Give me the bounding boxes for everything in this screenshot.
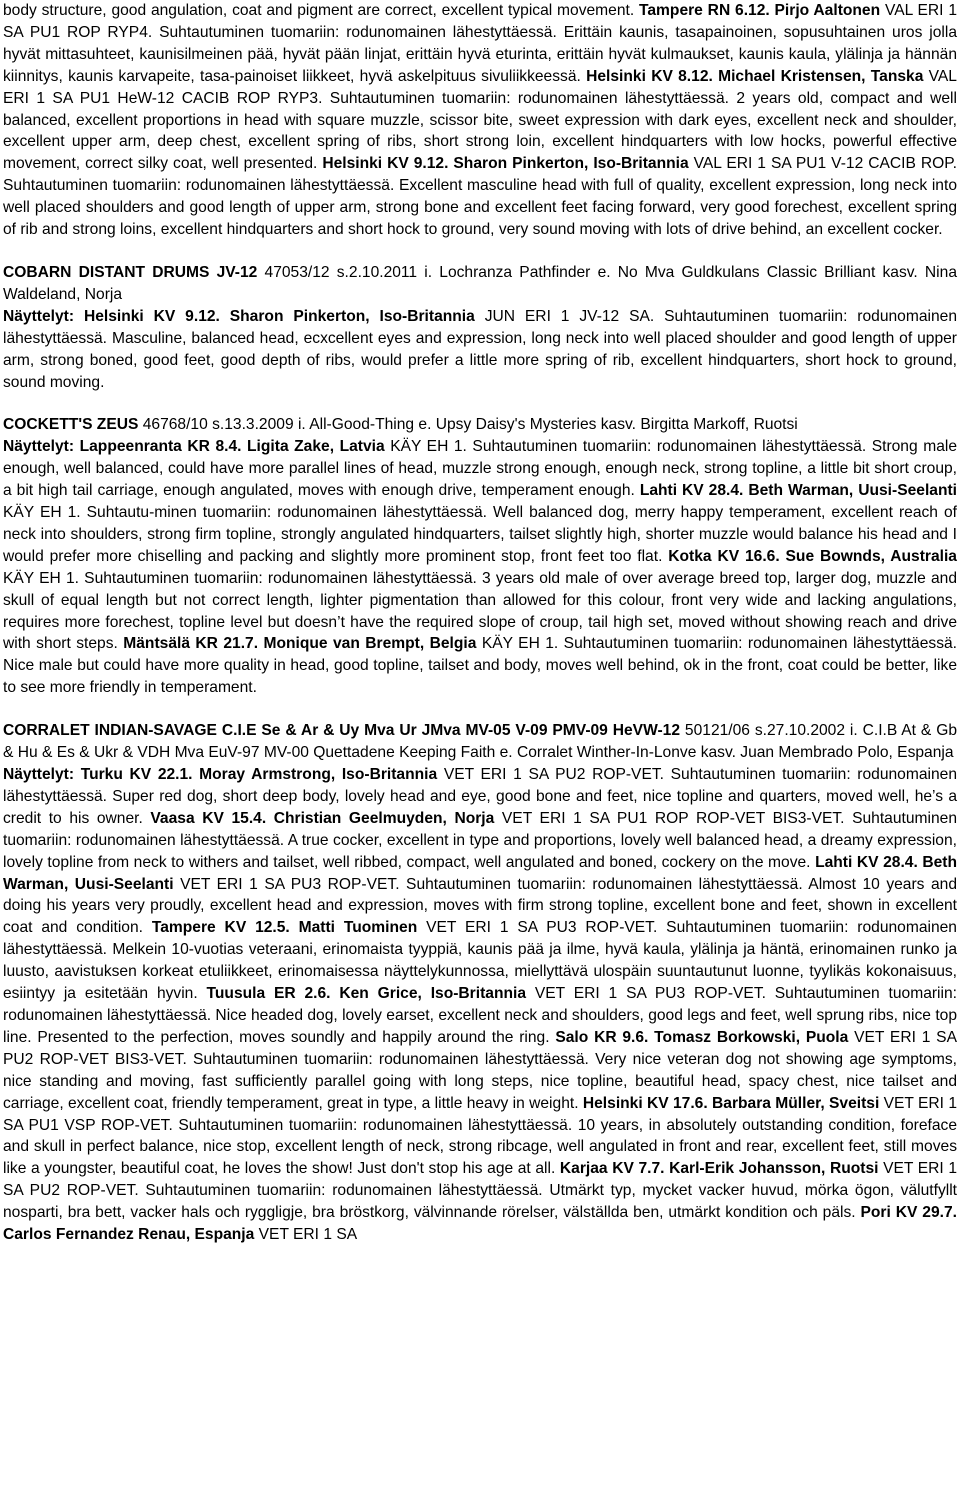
bold-text-run: Lahti KV 28.4. Beth Warman, Uusi-Seelanti [3,853,957,893]
entry-paragraph [3,720,957,1246]
text-run: KÄY EH 1. Suhtautuminen tuomariin: rodunomainen lähestyttäessä. 3 years old male of over average breed top, larger dog, muzzle and skull of equal length but not correct length, lighter pigmentation than allowed for this colour, front very wide and lacking angulations, requires more forechest, topline level but doesn’t have the required slope of croup, tail high set, moved without showing reach and drive with short steps. [3,569,957,653]
bold-text-run: Mäntsälä KR 21.7. Monique van Brempt, Belgia [123,635,477,653]
text-run: 46768/10 s.13.3.2009 i. All-Good-Thing e. Upsy Daisy's Mysteries kasv. Birgitta Markoff, Ruotsi [138,416,798,434]
paragraph-gap [3,241,957,262]
entry-paragraph [3,0,957,241]
bold-text-run: Näyttelyt: Lappeenranta KR 8.4. Ligita Zake, Latvia [3,438,385,456]
bold-text-run: Vaasa KV 15.4. Christian Geelmuyden, Norja [150,809,495,827]
paragraph-gap [3,393,957,414]
text-run: body structure, good angulation, coat and pigment are correct, excellent typical movement. [3,2,640,19]
entry-paragraph [3,262,957,393]
entry-paragraph [3,414,957,699]
bold-text-run: COBARN DISTANT DRUMS JV-12 [3,263,258,281]
bold-text-run: CORRALET INDIAN-SAVAGE C.I.E Se & Ar & Uy Mva Ur JMva MV-05 V-09 PMV-09 HeVW-12 [3,722,681,740]
text-run: VET ERI 1 SA PU3 ROP-VET. Suhtautuminen tuomariin: rodunomainen lähestyttäessä. Melkein 10-vuotias veteraani, erinomaista tyyppiä, kaunis pää ja ilme, hyvä kaula, ylälinja ja häntä, erinomainen runko ja luusto, aavistuksen korkeat etuliikkeet, erinomaisessa näyttelykunnossa, miellyttävä ulospäin suuntautunut luonne, tyylikäs kokonaisuus, esiintyy ja esitetään hyvin. [3,919,957,1003]
paragraph-gap [3,699,957,720]
bold-text-run: Tuusula ER 2.6. Ken Grice, Iso-Britannia [206,985,526,1003]
text-run: VET ERI 1 SA PU3 ROP-VET. Suhtautuminen tuomariin: rodunomainen lähestyttäessä. Nice headed dog, lovely earset, excellent neck and shoulders, good legs and feet, well sprung ribs, nice top line. Presented to the perfection, moves soundly and happily around the ring. [3,985,957,1046]
text-run: VET ERI 1 SA PU2 ROP-VET. Suhtautuminen tuomariin: rodunomainen lähestyttäessä. Utmärkt typ, mycket vacker huvud, mörka ögon, välutfyllt nosparti, bra bett, vacker hals och ryggligje, bra bröstkorg, välvinnande rörelser, välställda ben, utmärkt kondition och päls. [3,1160,957,1222]
text-run: KÄY EH 1. Suhtautuminen tuomariin: rodunomainen lähestyttäessä. Nice male but could have more quality in head, good topline, tailset and body, moves well behind, ok in the front, coat could be better, like to see more friendly in temperament. [3,635,958,697]
bold-text-run: Lahti KV 28.4. Beth Warman, Uusi-Seelanti [639,482,957,500]
bold-text-run: Karjaa KV 7.7. Karl-Erik Johansson, Ruotsi [559,1160,879,1178]
bold-text-run: Tampere KV 12.5. Matti Tuominen [151,919,418,937]
text-run: VAL ERI 1 SA PU1 HeW-12 CACIB ROP RYP3. Suhtautuminen tuomariin: rodunomainen lähestyttäessä. 2 years old, compact and well balanced, excellent proportions in head with square muzzle, scissor bite, sweet expression with dark eyes, excellent neck and shoulder, excellent upper arm, deep chest, excellent spring of ribs, short strong loin, excellent hindquarters with low hocks, powerful effective movement, correct silky coat, well presented. [3,67,957,173]
text-run: VET ERI 1 SA PU1 VSP ROP-VET. Suhtautuminen tuomariin: rodunomainen lähestyttäessä. 10 years, in absolutely outstanding condition, foreface and skull in perfect balance, nice stop, excellent length of neck, strong ribcage, well angulated in front and rear, excellent feet, still moves like a youngster, beautiful coat, he loves the show! Just don't stop his age at all. [3,1094,958,1178]
bold-text-run: Näyttelyt: Turku KV 22.1. Moray Armstrong, Iso-Britannia [3,766,438,783]
text-run: 50121/06 s.27.10.2002 i. C.I.B At & Gb & Hu & Es & Ukr & VDH Mva EuV-97 MV-00 Quettadene Keeping Faith e. Corralet Winther-In-Lonve kasv. Juan Membrado Polo, Espanja [3,722,958,762]
text-run: VET ERI 1 SA PU2 ROP-VET BIS3-VET. Suhtautuminen tuomariin: rodunomainen lähestyttäessä. Very nice veteran dog not showing age symptoms, nice standing and moving, fast sufficiently parallel going with long steps, nice topline, beautiful head, spacy chest, nice tailset and carriage, excellent coat, friendly temperament, great in type, a little heavy in weight. [3,1028,957,1112]
bold-text-run: Näyttelyt: Helsinki KV 9.12. Sharon Pinkerton, Iso-Britannia [3,307,475,325]
bold-text-run: Kotka KV 16.6. Sue Bownds, Australia [668,547,957,565]
bold-text-run: Helsinki KV 8.12. Michael Kristensen, Tanska [586,67,924,85]
bold-text-run: COCKETT'S ZEUS [3,416,139,434]
text-run: KÄY EH 1. Suhtautuminen tuomariin: rodunomainen lähestyttäessä. Strong male enough, well balanced, could have more parallel lines of head, muzzle strong enough, enough neck, strong topline, a little bit short croup, a bit high tail carriage, enough angulated, moves with enough drive, temperament enough. [3,438,958,500]
bold-text-run: Pori KV 29.7. Carlos Fernandez Renau, Espanja [3,1204,957,1244]
text-run: 47053/12 s.2.10.2011 i. Lochranza Pathfinder e. No Mva Guldkulans Classic Brilliant kasv. Nina Waldeland, Norja [3,263,957,303]
text-run: VET ERI 1 SA [254,1226,358,1244]
text-run: VET ERI 1 SA PU1 ROP ROP-VET BIS3-VET. Suhtautuminen tuomariin: rodunomainen lähestyttäessä. A true cocker, excellent in type and proportions, lovely well balanced head, a dreamy expression, lovely topline from neck to withers and tailset, well ribbed, compact, well angulated and boned, cockery on the move. [3,809,958,871]
text-run: KÄY EH 1. Suhtautu-minen tuomariin: rodunomainen lähestyttäessä. Well balanced dog, merry happy temperament, excellent reach of neck into shoulders, strong firm topline, strongly angulated hindquarters, tailset slightly high, shorter muzzle would balance his head and I would prefer more chiselling and packing and slightly more prominent stop, front feet too flat. [3,504,957,565]
text-run: VET ERI 1 SA PU2 ROP-VET. Suhtautuminen tuomariin: rodunomainen lähestyttäessä. Super red dog, short deep body, lovely head and eye, good bone and feet, nice topline and quarters, moved well, he’s a credit to his owner. [3,766,958,827]
bold-text-run: Tampere RN 6.12. Pirjo Aaltonen [639,2,881,19]
bold-text-run: Helsinki KV 17.6. Barbara Müller, Sveitsi [582,1094,880,1112]
text-run: JUN ERI 1 JV-12 SA. Suhtautuminen tuomariin: rodunomainen lähestyttäessä. Masculine, balanced head, ecxcellent eyes and expression, long neck into well placed shoulder and good length of upper arm, strong boned, good feet, good depth of ribs, would prefer a little more spring of rib, excellent hindquarters, short hock to ground, sound moving. [3,307,957,391]
bold-text-run: Salo KR 9.6. Tomasz Borkowski, Puola [555,1028,849,1046]
text-run: VAL ERI 1 SA PU1 ROP RYP4. Suhtautuminen tuomariin: rodunomainen lähestyttäessä. Erittäin kaunis, tasapainoinen, sopusuhtainen uros jolla hyvät mittasuhteet, kaunisilmeinen pää, hyvät pään linjat, erittäin hyvä eturinta, erittäin hyvät kulmaukset, kaunis kaula, ylälinja ja hännän kiinnitys, kaunis karvapeite, tasa-painoiset liikkeet, hyvä askelpituus sivuliikkeessä. [3,2,958,85]
text-run: VAL ERI 1 SA PU1 V-12 CACIB ROP. Suhtautuminen tuomariin: rodunomainen lähestyttäessä. Excellent masculine head with full of quality, excellent expression, long neck into well placed shoulders and good length of upper arm, strong bone and excellent feet facing forward, very good forechest, excellent spring of rib and strong loins, excellent hindquarters and short hock to ground, very sound moving with lots of drive behind, an excellent cocker. [3,155,957,239]
text-run: VET ERI 1 SA PU3 ROP-VET. Suhtautuminen tuomariin: rodunomainen lähestyttäessä. Almost 10 years and doing his years very proudly, excellent head and expression, moves with firm strong topline, excellent bone and feet, shown in excellent coat and condition. [3,875,957,937]
bold-text-run: Helsinki KV 9.12. Sharon Pinkerton, Iso-Britannia [322,155,689,173]
